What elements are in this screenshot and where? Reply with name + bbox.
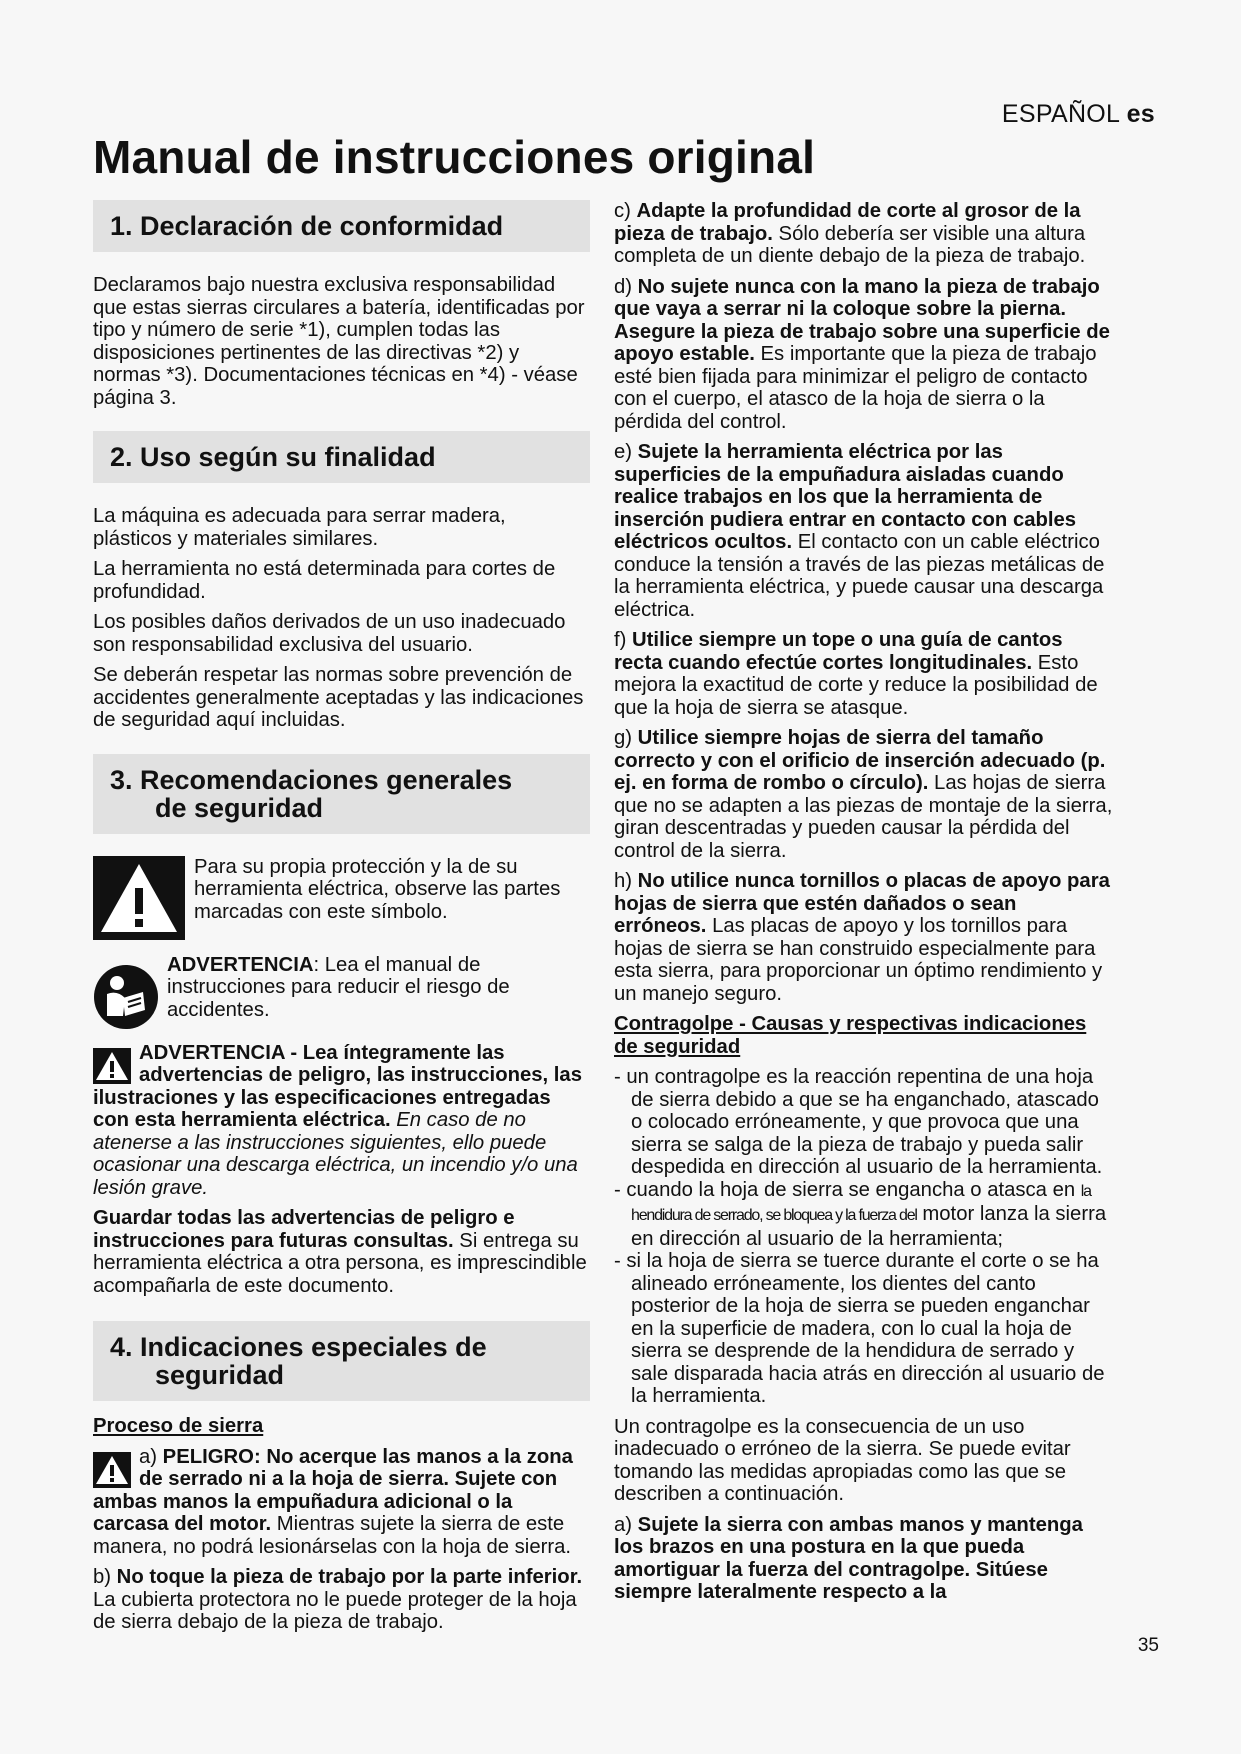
item-g-bold: Utilice siempre hojas de sierra del tamaño correcto y con el orificio de inserción adecuado (p. ej. en forma de rombo o círculo). [614,727,1106,794]
kickback-item-1: - un contragolpe es la reacción repentina de una hoja de sierra debido a que se ha enganchado, atascado o colocado erróneamente, y que provoca que una sierra se salga de la pieza de trabajo y pueda salir despedida en dirección al usuario de la herramienta. [614,1066,1103,1178]
section-2-p3: Los posibles daños derivados de un uso inadecuado son responsabilidad exclusiva del usuario. [93,611,566,656]
keep-instructions-text: Si entrega su herramienta eléctrica a otra persona, es imprescindible acompañarla de este documento. [93,1229,587,1297]
item-h-label: h) [614,870,638,892]
item-g-label: g) [614,727,638,749]
item-g-text: Las hojas de sierra que no se adapten a las piezas de montaje de la sierra, giran descentradas y pueden causar la pérdida del control de la sierra. [614,772,1113,862]
safety-symbol-text: Para su propia protección y la de su herramienta eléctrica, observe las partes marcadas con este símbolo. [194,855,561,923]
language-word: ESPAÑOL [1001,100,1120,128]
item-f-bold: Utilice siempre un tope o una guía de cantos recta cuando efectúe cortes longitudinales. [614,629,1063,674]
item-d-label: d) [614,275,638,298]
item-h [614,870,1114,1005]
item-f-label: f) [614,629,633,651]
item-h-bold: No utilice nunca tornillos o placas de apoyo para hojas de sierra que estén dañados o sean erróneos. [614,870,1110,937]
item-f-text: Esto mejora la exactitud de corte y reduce la posibilidad de que la hoja de sierra se atasque. [614,651,1098,719]
item-c-label: c) [614,200,637,222]
item-b-label: b) [93,1566,117,1588]
language-code: es [1126,100,1155,128]
item-g [614,727,1114,862]
kickback-item-a-label: a) [614,1513,638,1536]
kickback-item-2-part3: motor lanza la sierra en dirección al usuario de la herramienta; [631,1203,1107,1250]
item-a-text: Mientras sujete la sierra de este manera, no podrá lesionárselas con la hoja de sierra. [93,1513,572,1558]
section-3-heading [93,754,590,834]
kickback-item-a [614,1514,1114,1604]
keep-instructions-bold: Guardar todas las advertencias de peligro e instrucciones para futuras consultas. [93,1207,515,1252]
kickback-item-2-part1: - cuando la hoja de sierra se engancha o atasca en [614,1178,1081,1201]
kickback-item-2 [614,1179,1114,1251]
item-a-danger [93,1446,590,1559]
section-1-heading: 1. Declaración de conformidad [93,200,590,252]
section-2-p1: La máquina es adecuada para serrar madera, plásticos y materiales similares. [93,505,506,550]
section-3-heading-line2: de seguridad [155,792,324,823]
general-warning-bold: ADVERTENCIA - Lea íntegramente las advertencias de peligro, las instrucciones, las ilustraciones y las especificaciones entregadas con esta herramienta eléctrica. [93,1041,582,1131]
item-c-text: Sólo debería ser visible una altura completa de un diente debajo de la pieza de trabajo. [614,222,1086,267]
page-number: 35 [1137,1635,1159,1656]
warning-triangle-icon [93,856,185,940]
item-e-text: El contacto con un cable eléctrico conduce la tensión a través de las piezas metálicas de la herramienta eléctrica, y puede causar una descarga eléctrica. [614,531,1105,621]
item-e [614,441,1114,621]
read-manual-warning-text: : Lea el manual de instrucciones para reducir el riesgo de accidentes. [167,953,510,1021]
kickback-summary: Un contragolpe es la consecuencia de un uso inadecuado o erróneo de la sierra. Se puede evitar tomando las medidas apropiadas como las que se describen a continuación. [614,1415,1071,1505]
item-a-label: a) [139,1445,163,1468]
section-2-p4: Se deberán respetar las normas sobre prevención de accidentes generalmente aceptadas y las indicaciones de seguridad aquí incluidas. [93,664,584,731]
item-f [614,629,1114,719]
item-d-text: Es importante que la pieza de trabajo esté bien fijada para minimizar el peligro de contacto con el cuerpo, el atasco de la hoja de sierra o la pérdida del control. [614,343,1097,433]
page-title: Manual de instrucciones original [93,131,816,183]
right-column [614,200,1114,1612]
item-c-bold: Adapte la profundidad de corte al grosor de la pieza de trabajo. [614,200,1081,245]
general-warning-paragraph [93,1042,590,1200]
sawing-process-subheading: Proceso de sierra [93,1415,264,1437]
warning-triangle-small-icon-2 [93,1452,131,1488]
language-label [1002,100,1155,129]
read-manual-block [93,950,590,1030]
section-4-heading [93,1321,590,1401]
item-a-bold: PELIGRO: No acerque las manos a la zona de serrado ni a la hoja de sierra. Sujete con ambas manos la empuñadura adicional o la carcasa del motor. [93,1445,573,1535]
item-e-label: e) [614,441,638,463]
kickback-item-3: - si la hoja de sierra se tuerce durante el corte o se ha alineado erróneamente, los dientes del canto posterior de la hoja de sierra se pueden enganchar en la superficie de madera, con lo cual la hoja de sierra se desprende de la hendidura de serrado y sale disparada hacia atrás en dirección al usuario de la herramienta. [614,1250,1105,1407]
item-d [614,276,1114,434]
item-b [93,1566,590,1634]
item-c [614,200,1114,268]
item-b-bold: No toque la pieza de trabajo por la parte inferior. [116,1566,583,1588]
item-b-text: La cubierta protectora no le puede proteger de la hoja de sierra debajo de la pieza de trabajo. [93,1588,577,1633]
item-d-bold: No sujete nunca con la mano la pieza de trabajo que vaya a serrar ni la coloque sobre la pierna. Asegure la pieza de trabajo sobre una superficie de apoyo estable. [614,275,1110,365]
keep-instructions-paragraph [93,1207,590,1297]
kickback-item-a-bold: Sujete la sierra con ambas manos y mantenga los brazos en una postura en la que pueda amortiguar la fuerza del contragolpe. Sitúese siempre lateralmente respecto a la [614,1513,1083,1603]
safety-symbol-block [93,856,590,940]
kickback-item-2-part2: la hendidura de serrado, se bloquea y la fuerza del [631,1182,1091,1224]
read-manual-text [167,954,590,1022]
warning-triangle-small-icon [93,1048,131,1084]
section-2-heading: 2. Uso según su finalidad [93,431,590,483]
kickback-list [614,1066,1114,1408]
item-h-text: Las placas de apoyo y los tornillos para hojas de sierra se han construido especialmente para esta sierra, para proporcionar un óptimo rendimiento y un manejo seguro. [614,915,1103,1005]
read-manual-icon [93,964,159,1030]
read-manual-warning-label: ADVERTENCIA [167,953,314,976]
left-column [93,200,590,1642]
section-4-heading-line1: 4. Indicaciones especiales de [110,1332,487,1362]
item-e-bold: Sujete la herramienta eléctrica por las superficies de la empuñadura aisladas cuando realice trabajos en los que la herramienta de inserción pudiera entrar en contacto con cables eléctricos ocultos. [614,441,1077,553]
section-4-heading-line2: seguridad [155,1360,285,1390]
section-3-heading-line1: 3. Recomendaciones generales [110,764,513,795]
general-warning-italic: En caso de no atenerse a las instrucciones siguientes, ello puede ocasionar una descarga eléctrica, un incendio y/o una lesión grave. [93,1109,578,1199]
kickback-subheading: Contragolpe - Causas y respectivas indicaciones de seguridad [614,1013,1087,1058]
section-2-p2: La herramienta no está determinada para cortes de profundidad. [93,558,556,603]
section-1-text: Declaramos bajo nuestra exclusiva responsabilidad que estas sierras circulares a batería, identificadas por tipo y número de serie *1), cumplen todas las disposiciones pertinentes de las directivas *2) y normas *3). Documentaciones técnicas en *4) - véase página 3. [93,274,585,409]
